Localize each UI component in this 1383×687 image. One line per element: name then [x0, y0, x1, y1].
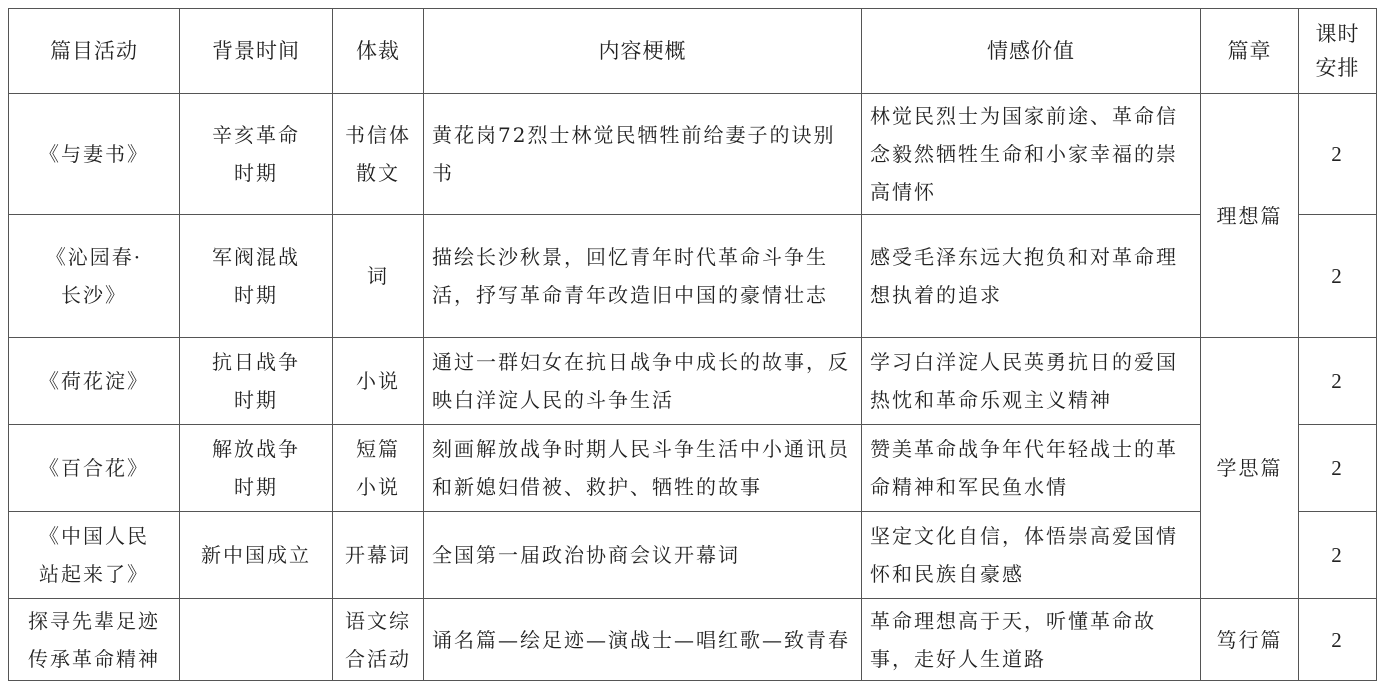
table-row: [9, 215, 1377, 338]
header-summary: 内容梗概: [424, 9, 862, 94]
cell-background: [180, 599, 333, 681]
title-line1: 《中国人民: [39, 524, 149, 548]
cell-hours: 2: [1299, 215, 1377, 338]
background-line1: 解放战争: [212, 437, 300, 461]
background-line2: 时期: [234, 283, 278, 307]
title-line1: 《沁园春·: [45, 245, 143, 269]
cell-genre: [333, 599, 424, 681]
title-line1: 探寻先辈足迹: [28, 608, 160, 633]
cell-title: 《百合花》: [9, 425, 180, 512]
cell-hours: 2: [1299, 512, 1377, 599]
cell-hours: 2: [1299, 94, 1377, 215]
header-genre: 体裁: [333, 9, 424, 94]
cell-summary: 刻画解放战争时期人民斗争生活中小通讯员和新媳妇借被、救护、牺牲的故事: [424, 425, 862, 512]
genre-line1: 书信体: [345, 123, 411, 147]
cell-hours: 2: [1299, 338, 1377, 425]
cell-genre: [333, 94, 424, 215]
background-line1: 军阀混战: [212, 245, 300, 269]
table-row: [9, 512, 1377, 599]
header-hours: [1299, 9, 1377, 94]
cell-value: 赞美革命战争年代年轻战士的革命精神和军民鱼水情: [862, 425, 1201, 512]
table-row: [9, 94, 1377, 215]
cell-summary: 通过一群妇女在抗日战争中成长的故事，反映白洋淀人民的斗争生活: [424, 338, 862, 425]
curriculum-table: [8, 8, 1377, 681]
genre-line1: 语文综: [345, 608, 411, 633]
cell-background: 新中国成立: [180, 512, 333, 599]
title-line2: 站起来了》: [39, 562, 149, 586]
cell-title: 《荷花淀》: [9, 338, 180, 425]
cell-value: 革命理想高于天，听懂革命故事，走好人生道路: [862, 599, 1201, 681]
cell-background: [180, 215, 333, 338]
header-chapter: 篇章: [1201, 9, 1299, 94]
genre-line2: 合活动: [345, 646, 411, 671]
cell-genre: 开幕词: [333, 512, 424, 599]
cell-summary: 全国第一届政治协商会议开幕词: [424, 512, 862, 599]
genre-line2: 小说: [356, 475, 400, 499]
cell-chapter-practice: 笃行篇: [1201, 599, 1299, 681]
background-line2: 时期: [234, 475, 278, 499]
cell-background: [180, 338, 333, 425]
cell-genre: [333, 425, 424, 512]
genre-line1: 短篇: [356, 437, 400, 461]
cell-genre: 小说: [333, 338, 424, 425]
header-row: [9, 9, 1377, 94]
cell-value: 林觉民烈士为国家前途、革命信念毅然牺牲生命和小家幸福的崇高情怀: [862, 94, 1201, 215]
background-line1: 辛亥革命: [212, 123, 300, 147]
cell-background: [180, 94, 333, 215]
cell-title: 《与妻书》: [9, 94, 180, 215]
cell-summary: 描绘长沙秋景，回忆青年时代革命斗争生活，抒写革命青年改造旧中国的豪情壮志: [424, 215, 862, 338]
cell-title: [9, 512, 180, 599]
cell-value: 感受毛泽东远大抱负和对革命理想执着的追求: [862, 215, 1201, 338]
cell-chapter-ideal: 理想篇: [1201, 94, 1299, 338]
background-line1: 抗日战争: [212, 350, 300, 374]
cell-summary: 诵名篇—绘足迹—演战士—唱红歌—致青春: [424, 599, 862, 681]
cell-chapter-study: 学思篇: [1201, 338, 1299, 599]
header-title: 篇目活动: [9, 9, 180, 94]
header-value: 情感价值: [862, 9, 1201, 94]
header-hours-line2: 安排: [1315, 56, 1360, 80]
table-row: [9, 338, 1377, 425]
table-row: [9, 425, 1377, 512]
cell-value: 坚定文化自信，体悟崇高爱国情怀和民族自豪感: [862, 512, 1201, 599]
cell-value: 学习白洋淀人民英勇抗日的爱国热忱和革命乐观主义精神: [862, 338, 1201, 425]
cell-genre: 词: [333, 215, 424, 338]
background-line2: 时期: [234, 388, 278, 412]
title-line2: 传承革命精神: [28, 646, 160, 671]
genre-line2: 散文: [356, 161, 400, 185]
cell-hours: 2: [1299, 425, 1377, 512]
cell-title: [9, 215, 180, 338]
cell-background: [180, 425, 333, 512]
cell-summary: 黄花岗72烈士林觉民牺牲前给妻子的诀别书: [424, 94, 862, 215]
cell-hours: 2: [1299, 599, 1377, 681]
title-line2: 长沙》: [61, 283, 127, 307]
background-line2: 时期: [234, 161, 278, 185]
header-hours-line1: 课时: [1315, 22, 1360, 46]
cell-title: [9, 599, 180, 681]
header-background: 背景时间: [180, 9, 333, 94]
table-row: [9, 599, 1377, 681]
